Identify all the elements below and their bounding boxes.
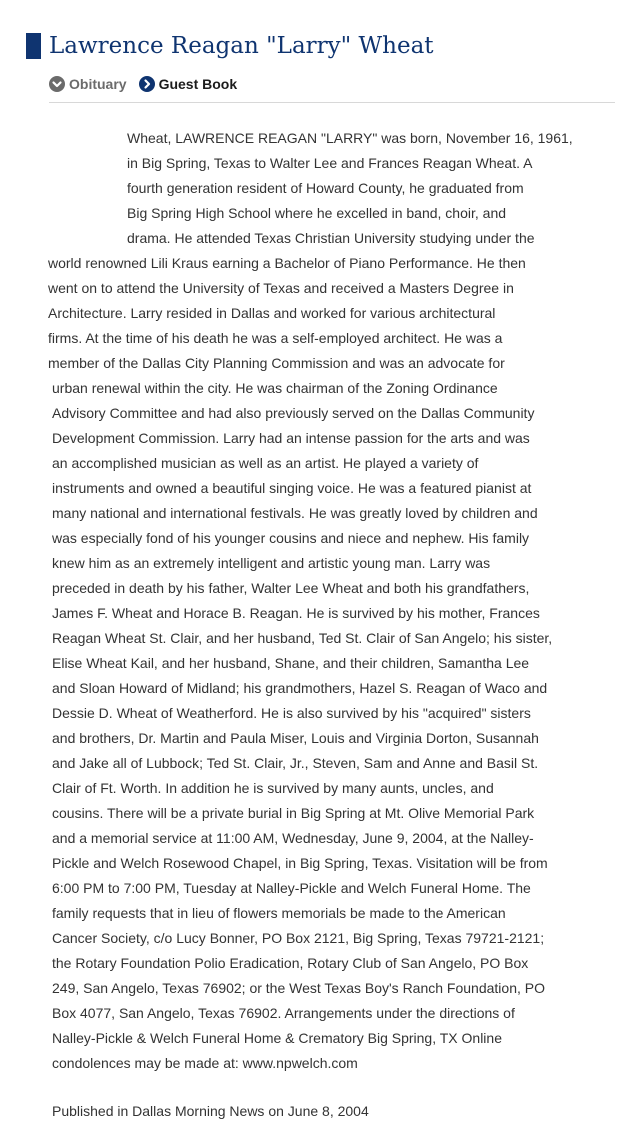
obituary-line: drama. He attended Texas Christian University studying under the <box>127 230 535 246</box>
page-header <box>26 30 616 62</box>
obituary-line: Big Spring High School where he excelled in band, choir, and <box>127 205 507 221</box>
obituary-line: was especially fond of his younger cousins and niece and nephew. His family <box>52 530 530 546</box>
published-note: Published in Dallas Morning News on June 8, 2004 <box>52 1103 369 1119</box>
obituary-line: Clair of Ft. Worth. In addition he is survived by many aunts, uncles, and <box>52 780 494 796</box>
tab-obituary[interactable] <box>49 74 127 94</box>
title-accent-bar <box>26 33 41 59</box>
obituary-line: and Jake all of Lubbock; Ted St. Clair, Jr., Steven, Sam and Anne and Basil St. <box>52 755 539 771</box>
obituary-line: in Big Spring, Texas to Walter Lee and Frances Reagan Wheat. A <box>127 155 533 171</box>
obituary-line: Development Commission. Larry had an intense passion for the arts and was <box>52 430 530 446</box>
obituary-line: Nalley-Pickle & Welch Funeral Home & Crematory Big Spring, TX Online <box>52 1030 502 1046</box>
obituary-line: and brothers, Dr. Martin and Paula Miser, Louis and Virginia Dorton, Susannah <box>52 730 539 746</box>
obituary-line: instruments and owned a beautiful singing voice. He was a featured pianist at <box>52 480 532 496</box>
obituary-line: went on to attend the University of Texas and received a Masters Degree in <box>48 280 514 296</box>
obituary-line: and a memorial service at 11:00 AM, Wednesday, June 9, 2004, at the Nalley- <box>52 830 534 846</box>
obituary-text <box>48 126 604 1076</box>
obituary-line: Architecture. Larry resided in Dallas and worked for various architectural <box>48 305 496 321</box>
chevron-down-icon <box>49 76 65 92</box>
tab-guest-book-label: Guest Book <box>158 76 238 92</box>
chevron-right-icon <box>139 76 155 92</box>
header-divider <box>49 102 615 103</box>
obituary-line: Reagan Wheat St. Clair, and her husband, Ted St. Clair of San Angelo; his sister, <box>52 630 553 646</box>
obituary-line: Pickle and Welch Rosewood Chapel, in Big Spring, Texas. Visitation will be from <box>52 855 548 871</box>
obituary-line: Cancer Society, c/o Lucy Bonner, PO Box 2121, Big Spring, Texas 79721-2121; <box>52 930 545 946</box>
obituary-line: Advisory Committee and had also previously served on the Dallas Community <box>52 405 535 421</box>
obituary-line: an accomplished musician as well as an artist. He played a variety of <box>52 455 479 471</box>
obituary-line: many national and international festivals. He was greatly loved by children and <box>52 505 538 521</box>
obituary-line: the Rotary Foundation Polio Eradication, Rotary Club of San Angelo, PO Box <box>52 955 529 971</box>
obituary-line: world renowned Lili Kraus earning a Bachelor of Piano Performance. He then <box>48 255 526 271</box>
obituary-line: Box 4077, San Angelo, Texas 76902. Arrangements under the directions of <box>52 1005 515 1021</box>
obituary-line: James F. Wheat and Horace B. Reagan. He is survived by his mother, Frances <box>52 605 540 621</box>
obituary-line: Wheat, LAWRENCE REAGAN "LARRY" was born, November 16, 1961, <box>127 130 573 146</box>
obituary-line: knew him as an extremely intelligent and artistic young man. Larry was <box>52 555 491 571</box>
obituary-line: urban renewal within the city. He was chairman of the Zoning Ordinance <box>52 380 498 396</box>
obituary-line: family requests that in lieu of flowers memorials be made to the American <box>52 905 506 921</box>
page-title: Lawrence Reagan "Larry" Wheat <box>49 33 434 59</box>
obituary-line: firms. At the time of his death he was a self-employed architect. He was a <box>48 330 503 346</box>
obituary-line: member of the Dallas City Planning Commission and was an advocate for <box>48 355 505 371</box>
obituary-line: condolences may be made at: www.npwelch.com <box>52 1055 358 1071</box>
obituary-line: Elise Wheat Kail, and her husband, Shane, and their children, Samantha Lee <box>52 655 530 671</box>
obituary-tabs <box>49 74 249 94</box>
tab-guest-book[interactable] <box>139 74 238 94</box>
tab-obituary-label: Obituary <box>69 76 127 92</box>
obituary-line: fourth generation resident of Howard County, he graduated from <box>127 180 524 196</box>
obituary-line: 249, San Angelo, Texas 76902; or the West Texas Boy's Ranch Foundation, PO <box>52 980 545 996</box>
obituary-line: Dessie D. Wheat of Weatherford. He is also survived by his "acquired" sisters <box>52 705 531 721</box>
obituary-line: 6:00 PM to 7:00 PM, Tuesday at Nalley-Pickle and Welch Funeral Home. The <box>52 880 531 896</box>
obituary-line: and Sloan Howard of Midland; his grandmothers, Hazel S. Reagan of Waco and <box>52 680 548 696</box>
obituary-line: preceded in death by his father, Walter Lee Wheat and both his grandfathers, <box>52 580 530 596</box>
obituary-line: cousins. There will be a private burial in Big Spring at Mt. Olive Memorial Park <box>52 805 535 821</box>
